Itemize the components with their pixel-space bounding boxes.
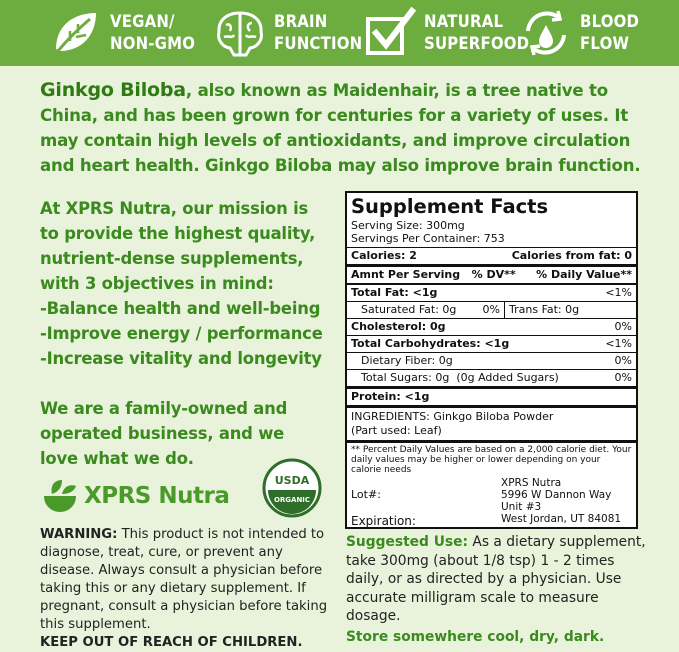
- total-sugars: Total Sugars: 0g: [361, 371, 450, 384]
- address-line: 5996 W Dannon Way: [501, 489, 612, 501]
- serving-size: Serving Size: 300mg: [351, 219, 465, 232]
- fiber-row: [347, 352, 636, 369]
- dietary-fiber-dv: 0%: [614, 354, 632, 367]
- carbohydrates-row: [347, 335, 636, 352]
- calories-row: [347, 247, 636, 264]
- mission-line: to provide the highest quality,: [40, 224, 316, 243]
- total-fat-row: [347, 283, 636, 301]
- total-sugars-dv: 0%: [614, 371, 632, 384]
- mission-objective: -Improve energy / performance: [40, 324, 323, 343]
- recycle-drop-icon: [518, 5, 574, 61]
- badge-brain: [212, 4, 374, 62]
- mission-statement: [40, 196, 340, 371]
- checkbox-icon: [362, 5, 418, 61]
- keep-out-reach: KEEP OUT OF REACH OF CHILDREN.: [40, 635, 303, 650]
- mortar-leaf-icon: [40, 476, 80, 516]
- saturated-fat-row: [347, 301, 636, 318]
- ingredients-block: [347, 405, 636, 440]
- address-line: XPRS Nutra: [501, 477, 562, 489]
- storage-instructions: Store somewhere cool, dry, dark.: [346, 628, 605, 645]
- badge-vegan: [48, 4, 207, 62]
- warning-block: [40, 526, 330, 652]
- badge-blood-line1: BLOOD: [580, 12, 640, 32]
- leaf-icon: [48, 5, 104, 61]
- mission-line: At XPRS Nutra, our mission is: [40, 199, 309, 218]
- company-address: [501, 477, 621, 527]
- trans-fat: Trans Fat: 0g: [509, 303, 580, 316]
- dietary-fiber: Dietary Fiber: 0g: [361, 354, 453, 367]
- protein: Protein: <1g: [351, 390, 430, 403]
- added-sugars: (0g Added Sugars): [456, 371, 559, 384]
- calories: Calories: 2: [351, 249, 417, 262]
- cholesterol-dv: 0%: [614, 320, 632, 333]
- organic-text: ORGANIC: [273, 496, 311, 504]
- badge-vegan-line1: VEGAN/: [110, 12, 175, 32]
- usda-text: USDA: [274, 474, 310, 487]
- address-line: Unit #3: [501, 501, 542, 513]
- total-carbohydrates: Total Carbohydrates: <1g: [351, 337, 510, 350]
- suggested-use-heading: Suggested Use:: [346, 534, 469, 550]
- badge-natural-line2: SUPERFOOD: [424, 34, 530, 54]
- cholesterol: Cholesterol: 0g: [351, 320, 446, 333]
- brand-name: XPRS Nutra: [84, 483, 230, 509]
- badge-brain-line2: FUNCTION: [274, 34, 363, 54]
- amount-per-serving: Amnt Per Serving: [351, 268, 461, 281]
- header-row: [347, 264, 636, 283]
- badge-natural: [362, 4, 544, 62]
- total-carbohydrates-dv: <1%: [605, 337, 632, 350]
- warning-text: This product is not intended to diagnose, treat, cure, or prevent any disease. Always consult a physician before taking this or any dietary supplement. If pregnant, consult a physician before taking this supplement.: [40, 527, 328, 632]
- intro-text: , also known as Maidenhair, is a tree native to China, and has been grown for centuries for a variety of uses. It may contain high levels of antioxidants, and improve circulation and heart health. Ginkgo Biloba may also improve brain function.: [40, 81, 641, 175]
- badge-natural-line1: NATURAL: [424, 12, 504, 32]
- saturated-fat-dv: 0%: [479, 302, 505, 318]
- expiration-label: Expiration:: [351, 514, 416, 528]
- address-line: West Jordan, UT 84081: [501, 513, 622, 525]
- daily-value-note: ** Percent Daily Values are based on a 2,000 calorie diet. Your daily values may be higher or lower depending on your calorie needs: [347, 440, 636, 477]
- cholesterol-row: [347, 318, 636, 335]
- badge-blood: [518, 4, 647, 62]
- intro-paragraph: [40, 78, 650, 178]
- suggested-use-text: As a dietary supplement, take 300mg (about 1/8 tsp) 1 - 2 times daily, or as directed by a physician. Use accurate milligram scale to measure dosage.: [346, 534, 646, 624]
- badge-blood-line2: FLOW: [580, 34, 630, 54]
- badge-brain-line1: BRAIN: [274, 12, 328, 32]
- saturated-fat: Saturated Fat: 0g: [361, 303, 457, 316]
- intro-lead: Ginkgo Biloba: [40, 79, 186, 101]
- brain-icon: [212, 5, 268, 61]
- lot-label: Lot#:: [351, 488, 381, 501]
- warning-heading: WARNING:: [40, 527, 118, 542]
- facts-title: Supplement Facts: [351, 195, 549, 218]
- dv-header: % DV**: [471, 268, 516, 281]
- family-statement: We are a family-owned and operated business, and we love what we do.: [40, 399, 288, 468]
- mission-line: nutrient-dense supplements,: [40, 249, 304, 268]
- supplement-facts-panel: [345, 191, 638, 529]
- mission-line: with 3 objectives in mind:: [40, 274, 274, 293]
- lot-address-block: [347, 477, 636, 527]
- protein-row: [347, 386, 636, 405]
- part-used: (Part used: Leaf): [351, 424, 442, 437]
- brand-logo: [40, 474, 229, 518]
- feature-banner: [0, 0, 679, 66]
- total-fat: Total Fat: <1g: [351, 286, 438, 299]
- daily-value-header: % Daily Value**: [536, 268, 632, 281]
- mission-objective: -Increase vitality and longevity: [40, 349, 322, 368]
- ingredients: INGREDIENTS: Ginkgo Biloba Powder: [351, 410, 554, 423]
- suggested-use-block: [346, 533, 646, 646]
- sugars-row: [347, 369, 636, 386]
- total-fat-dv: <1%: [605, 286, 632, 299]
- mission-objective: -Balance health and well-being: [40, 299, 321, 318]
- calories-from-fat: Calories from fat: 0: [511, 249, 632, 262]
- badge-vegan-line2: NON-GMO: [110, 34, 196, 54]
- servings-per-container: Servings Per Container: 753: [351, 232, 505, 245]
- usda-organic-seal: [262, 458, 322, 518]
- lot-expiration: [351, 477, 501, 527]
